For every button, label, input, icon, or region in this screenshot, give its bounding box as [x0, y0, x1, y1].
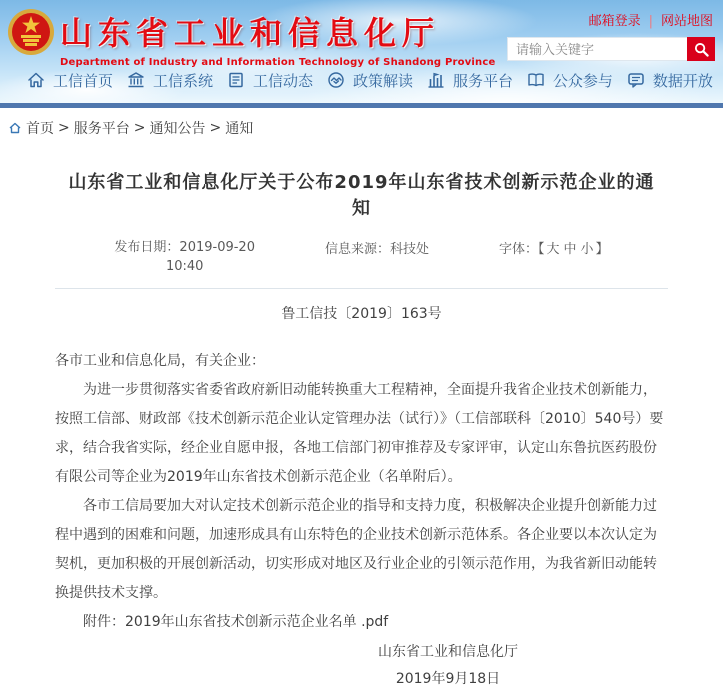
salutation-paragraph: 各市工业和信息化局，有关企业：	[55, 353, 265, 369]
breadcrumb-item-notices[interactable]: 通知公告	[149, 121, 206, 137]
publish-date-text: 发布日期：2019-09-20	[114, 240, 255, 255]
article	[0, 168, 723, 693]
body-paragraph: 为进一步贯彻落实省委省政府新旧动能转换重大工程精神，全面提升我省企业技术创新能力，按照工信部、财政部《技术创新示范企业认定管理办法（试行）》（工信部联科〔2010〕540号）要求，结合我省实际，经企业自愿申报，各地工信部门初审推荐及专家评审，认定山东鲁抗医药股份有限公司等企业为2019年山东省技术创新示范企业（名单附后）。	[55, 382, 664, 485]
home-icon	[26, 70, 46, 90]
nav-label: 工信首页	[53, 71, 114, 90]
signature-date: 2019年9月18日	[395, 671, 501, 687]
info-source: 信息来源：科技处	[324, 242, 429, 257]
breadcrumb-item-home[interactable]: 首页	[26, 121, 54, 137]
breadcrumb-item-service[interactable]: 服务平台	[73, 121, 130, 137]
breadcrumb-separator: >	[58, 120, 70, 136]
search-button[interactable]	[687, 37, 715, 61]
bank-icon	[126, 70, 146, 90]
font-size-controls	[499, 238, 609, 257]
font-size-medium-button[interactable]: 中	[563, 242, 577, 257]
site-title	[60, 8, 495, 68]
main-nav	[0, 61, 723, 103]
nav-label: 工信动态	[252, 71, 313, 90]
home-icon	[8, 121, 22, 135]
buildings-chart-icon	[426, 70, 446, 90]
search-input[interactable]	[507, 37, 687, 61]
search-icon	[694, 42, 709, 57]
nav-item-data[interactable]	[626, 70, 713, 91]
article-body	[55, 347, 668, 608]
top-links	[589, 10, 713, 29]
nav-label: 政策解读	[352, 71, 413, 90]
nav-label: 数据开放	[652, 71, 713, 90]
site-name: 山东省工业和信息化厅	[60, 14, 441, 52]
links-separator: |	[648, 14, 653, 29]
publish-date	[114, 238, 255, 276]
open-book-icon	[526, 70, 546, 90]
chat-bubble-icon	[626, 70, 646, 90]
document-number: 鲁工信技〔2019〕163号	[281, 306, 442, 322]
signature-block	[55, 639, 668, 693]
nav-item-home[interactable]	[26, 70, 113, 91]
handshake-icon	[326, 70, 346, 90]
nav-item-system[interactable]	[126, 70, 213, 91]
breadcrumb	[0, 108, 723, 146]
breadcrumb-item-notice[interactable]: 通知	[225, 121, 254, 137]
signer-name: 山东省工业和信息化厅	[378, 644, 518, 660]
attachment-link[interactable]: 附件：2019年山东省技术创新示范企业名单 .pdf	[83, 614, 389, 630]
body-paragraph: 各市工信局要加大对认定技术创新示范企业的指导和支持力度，积极解决企业提升创新能力过程中遇到的困难和问题，加速形成具有山东特色的企业技术创新示范体系。各企业要以本次认定为契机，更加积极的开展创新活动，切实形成对地区及行业企业的引领示范作用，为我省新旧动能转换提供技术支撑。	[55, 498, 657, 601]
breadcrumb-separator: >	[209, 120, 222, 136]
font-size-large-button[interactable]: 大	[546, 242, 560, 257]
sitemap-link[interactable]: 网站地图	[660, 14, 713, 29]
news-icon	[226, 70, 246, 90]
nav-item-news[interactable]	[226, 70, 313, 91]
mail-login-link[interactable]: 邮箱登录	[588, 14, 641, 29]
nav-item-service[interactable]	[426, 70, 513, 91]
nav-label: 服务平台	[452, 71, 513, 90]
breadcrumb-separator: >	[133, 120, 146, 136]
publish-time-text: 10:40	[165, 259, 204, 274]
meta-divider	[55, 288, 668, 289]
nav-item-policy[interactable]	[326, 70, 413, 91]
site-search	[507, 37, 715, 61]
nav-label: 工信系统	[152, 71, 213, 90]
site-header	[0, 0, 723, 103]
font-size-small-button[interactable]: 小	[580, 242, 594, 257]
article-meta	[55, 238, 668, 276]
national-emblem-logo	[7, 8, 55, 56]
nav-item-participation[interactable]	[526, 70, 613, 91]
site-name-english: Department of Industry and Information Technology of Shandong Province	[60, 57, 496, 68]
font-size-bracket: 】	[595, 242, 609, 257]
page-title: 山东省工业和信息化厅关于公布2019年山东省技术创新示范企业的通知	[68, 172, 655, 219]
nav-label: 公众参与	[552, 71, 613, 90]
font-size-label: 字体：【	[499, 242, 545, 257]
